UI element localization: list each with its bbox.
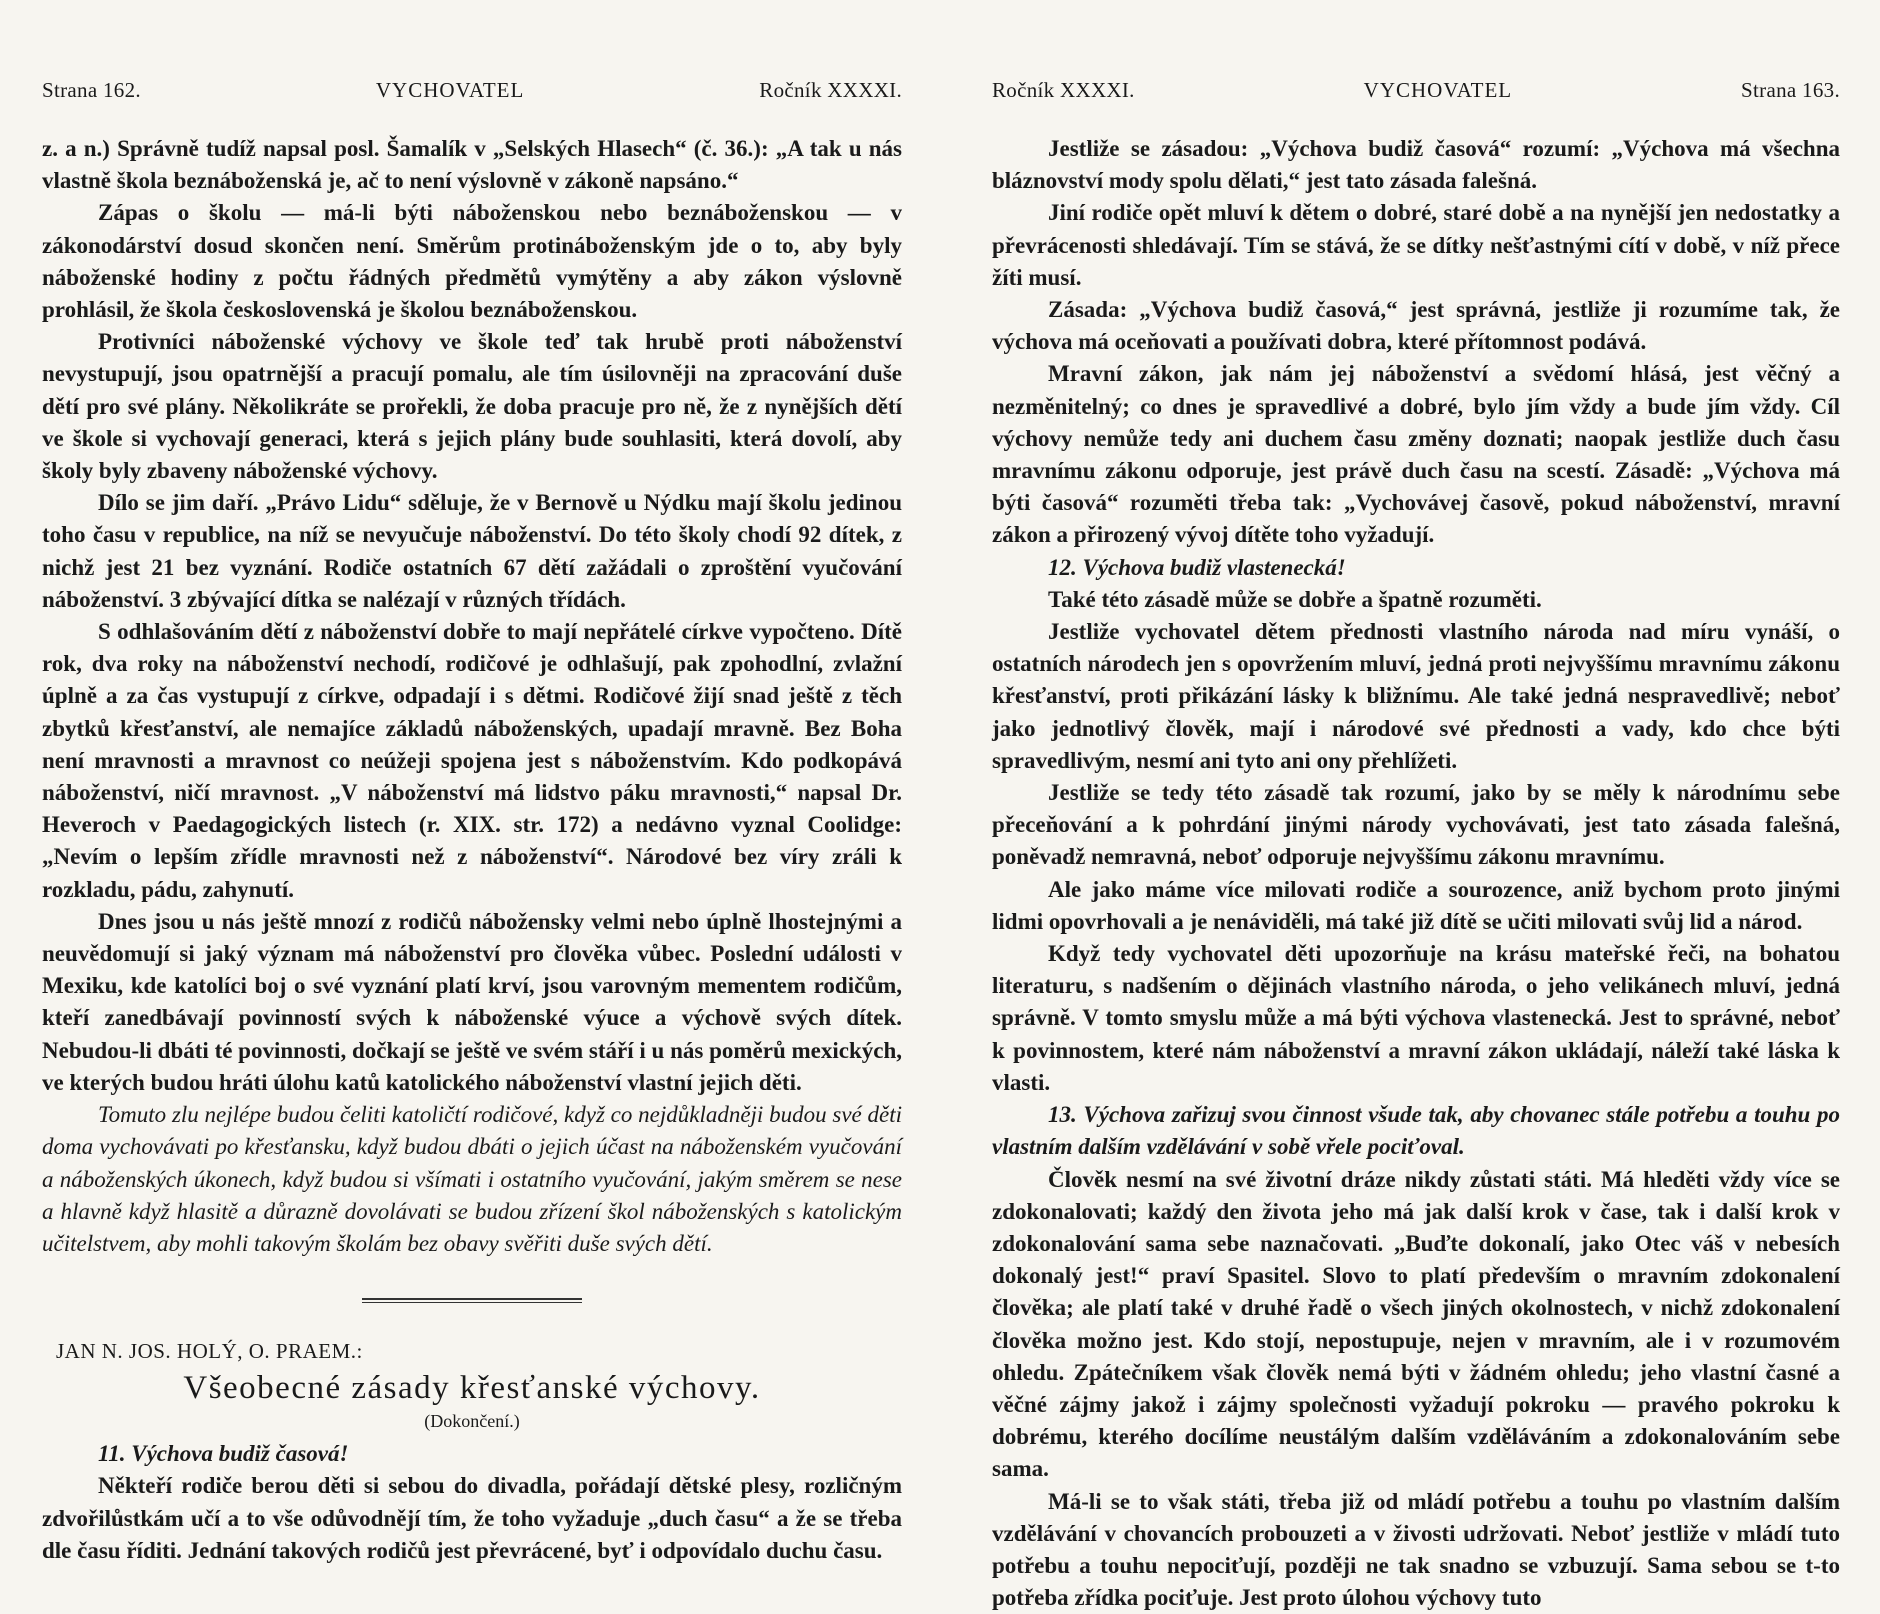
paragraph: Jestliže se tedy této zásadě tak rozumí, jako by se měly k národnímu sebe přeceňování a k pohrdání jinými národy vychovávati, jest tato zásada falešná, poněvadž nemravná, neboť odporuje nejvyššímu zákonu mravnímu. — [992, 780, 1840, 870]
paragraph: Zápas o školu — má-li býti náboženskou nebo beznáboženskou — v zákonodárství dosud skončen není. Směrům protináboženským jde o to, aby byly náboženské hodiny z počtu řádných předmětů vymýtěny a aby zákon výslovně prohlásil, že škola československá je školou beznáboženskou. — [42, 200, 902, 323]
article-author: JAN N. JOS. HOLÝ, O. PRAEM.: — [56, 1339, 363, 1364]
paragraph: Jestliže vychovatel dětem přednosti vlastního národa nad míru vynáší, o ostatních národech jen s opovržením mluví, jedná proti nejvyššímu mravnímu zákonu křesťanství, proti přikázání lásky k bližnímu. Ale také jedná nespravedlivě; neboť jako jednotlivý člověk, mají i národové své přednosti a vady, kdo chce býti spravedlivým, nesmí ani tyto ani ony přehlížeti. — [992, 619, 1840, 773]
section-heading-12: 12. Výchova budiž vlastenecká! — [1048, 554, 1346, 580]
left-running-head — [42, 78, 902, 103]
paragraph: Člověk nesmí na své životní dráze nikdy zůstati státi. Má hleděti vždy více se zdokonalovati; každý den života jeho má jak další krok v čase, tak i další krok v zdokonalování sama sebe naznačovati. „Buďte dokonalí, jako Otec váš v nebesích dokonalý jest!“ praví Spasitel. Slovo to platí především o mravním zdokonalení člověka; ale platí také v druhé řadě o všech jiných okolnostech, v nichž zdokonalení člověka možno jest. Kdo stojí, nepostupuje, nejen v mravním, ale i v rozumovém ohledu. Zpátečníkem však člověk nemá býti v žádném ohledu; jeho vlastní časné a věčné zájmy jakož i zájmy společnosti vyžadují pokroku — pravého pokroku k dobrému, kterého docílíme neustálým dalším vzděláváním a zdokonalováním sebe sama. — [992, 1166, 1840, 1482]
left-page — [0, 0, 940, 1563]
paragraph: S odhlašováním dětí z náboženství dobře to mají nepřátelé církve vypočteno. Dítě rok, dva roky na náboženství nechodí, rodičové je odhlašují, pak zpohodlní, zvlažní úplně a za čas vystupují z církve, odpadají i s dětmi. Rodičové žijí snad ještě z těch zbytků křesťanství, ale nemajíce základů náboženských, upadají mravně. Bez Boha není mravnosti a mravnost co neúžeji spojena jest s náboženstvím. Kdo podkopává náboženství, ničí mravnost. „V náboženství má lidstvo páku mravnosti,“ napsal Dr. Heveroch v Paedagogických listech (r. XIX. str. 172) a nedávno vyznal Coolidge: „Nevím o lepším zřídle mravnosti než z náboženství“. Národové bez víry zráli k rozkladu, pádu, zahynutí. — [42, 619, 902, 902]
right-running-head — [992, 78, 1840, 103]
journal-title-left: VYCHOVATEL — [375, 78, 525, 102]
section-heading-13: 13. Výchova zařizuj svou činnost všude tak, aby chovanec stále potřebu a touhu po vlastním dalším vzdělávání v sobě vřele pociťoval. — [992, 1102, 1840, 1160]
paragraph: Také této zásadě může se dobře a špatně rozuměti. — [1048, 586, 1542, 612]
left-body-text — [42, 133, 902, 1260]
paragraph: Jestliže se zásadou: „Výchova budiž časová“ rozumí: „Výchova má všechna bláznovství mody spolu dělati,“ jest tato zásada falešná. — [992, 136, 1840, 194]
paragraph: Tomuto zlu nejlépe budou čeliti katoličtí rodičové, když co nejdůkladněji budou své děti doma vychovávati po křesťansku, když budou dbáti o jejich účast na náboženském vyučování a náboženských úkonech, když budou si všímati i ostatního vyučování, jakým směrem se nese a hlavně když hlasitě a důrazně dovolávati se budou zřízení škol náboženských s katolickým učitelstvem, aby mohli takovým školám bez obavy svěřiti duše svých dětí. — [42, 1102, 902, 1256]
paragraph: Dílo se jim daří. „Právo Lidu“ sděluje, že v Bernově u Nýdku mají školu jedinou toho času v republice, na níž se nevyučuje náboženství. Do této školy chodí 92 dítek, z nichž jest 21 bez vyznání. Rodiče ostatních 67 dětí zažádali o zproštění vyučování náboženství. 3 zbývající dítka se nalézají v různých třídách. — [42, 490, 902, 612]
section-divider — [362, 1298, 582, 1303]
journal-title-right: VYCHOVATEL — [1363, 78, 1513, 102]
volume-right: Ročník XXXXI. — [992, 78, 1135, 102]
right-page — [940, 0, 1880, 1611]
paragraph: Protivníci náboženské výchovy ve škole teď tak hrubě proti náboženství nevystupují, jsou opatrnější a pracují pomalu, ale tím úsilovněji na zpracování duše dětí pro své plány. Několikráte se prořekli, že doba pracuje pro ně, že z nynějších dětí ve škole si vychovají generaci, která s jejich plány bude souhlasiti, která dovolí, aby školy byly zbaveny náboženské výchovy. — [42, 329, 902, 484]
paragraph: Má-li se to však státi, třeba již od mládí potřebu a touhu po vlastním dalším vzdělávání v chovancích probouzeti a v živosti udržovati. Neboť jestliže v mládí tuto potřebu a touhu nepociťují, později ne tak snadno se vzbuzují. Sama sebou se t-to potřeba zřídka pociťuje. Jest proto úlohou výchovy tuto — [992, 1488, 1840, 1611]
article-title: Všeobecné zásady křesťanské výchovy. — [183, 1370, 761, 1407]
paragraph: Někteří rodiče berou děti si sebou do divadla, pořádají dětské plesy, rozličným zdvořilůstkám učí a to vše odůvodnějí tím, že toho vyžaduje „duch času“ a že se třeba dle času říditi. Jednání takových rodičů jest převrácené, byť i odpovídalo duchu času. — [42, 1473, 902, 1563]
paragraph: Mravní zákon, jak nám jej náboženství a svědomí hlásá, jest věčný a nezměnitelný; co dnes je spravedlivé a dobré, bylo jím vždy a bude jím vždy. Cíl výchovy nemůže tedy ani duchem času změny doznati; naopak jestliže duch času mravnímu zákonu odporuje, jest právě duch času na scestí. Zásadě: „Výchova má býti časová“ rozuměti třeba tak: „Vychovávej časově, pokud náboženství, mravní zákon a přirozený vývoj dítěte toho vyžadují. — [992, 361, 1840, 548]
paragraph: Dnes jsou u nás ještě mnozí z rodičů nábožensky velmi nebo úplně lhostejnými a neuvědomují si jaký význam má náboženství pro člověka vůbec. Poslední události v Mexiku, kde katolíci boj o své vyznání platí krví, jsou varovným mementem rodičům, kteří zanedbávají povinností svých k náboženské výuce a výchově svých dítek. Nebudou-li dbáti té povinnosti, dočkají se ještě ve svém stáří i u nás poměrů mexických, ve kterých budou hráti úlohu katů katolického náboženství vlastní jejich děti. — [42, 908, 902, 1095]
section-heading-11: 11. Výchova budiž časová! — [98, 1441, 349, 1467]
paragraph: Jiní rodiče opět mluví k dětem o dobré, staré době a na nynější jen nedostatky a převrácenosti shledávají. Tím se stává, že se dítky nešťastnými cítí v době, v níž přece žíti musí. — [992, 200, 1840, 290]
paragraph: Ale jako máme více milovati rodiče a sourozence, aniž bychom proto jinými lidmi opovrhovali a je nenáviděli, má také již dítě se učiti milovati svůj lid a národ. — [992, 876, 1840, 934]
right-body-text — [992, 133, 1840, 1614]
volume-left: Ročník XXXXI. — [759, 78, 902, 102]
paragraph: z. a n.) Správně tudíž napsal posl. Šamalík v „Selských Hlasech“ (č. 36.): „A tak u nás vlastně škola beznáboženská je, ač to není výslovně v zákoně napsáno.“ — [42, 136, 902, 194]
page-number-right: Strana 163. — [1741, 78, 1840, 102]
article-subtitle: (Dokončení.) — [424, 1411, 520, 1432]
page-number-left: Strana 162. — [42, 78, 141, 102]
paragraph: Když tedy vychovatel děti upozorňuje na krásu mateřské řeči, na bohatou literaturu, s nadšením o dějinách vlastního národa, o jeho velikánech mluví, jedná správně. V tomto smyslu může a má býti výchova vlastenecká. Jest to správné, neboť k povinnostem, které nám náboženství a mravní zákon ukládají, náleží také láska k vlasti. — [992, 941, 1840, 1095]
paragraph: Zásada: „Výchova budiž časová,“ jest správná, jestliže ji rozumíme tak, že výchova má oceňovati a používati dobra, které přítomnost podává. — [992, 297, 1840, 355]
